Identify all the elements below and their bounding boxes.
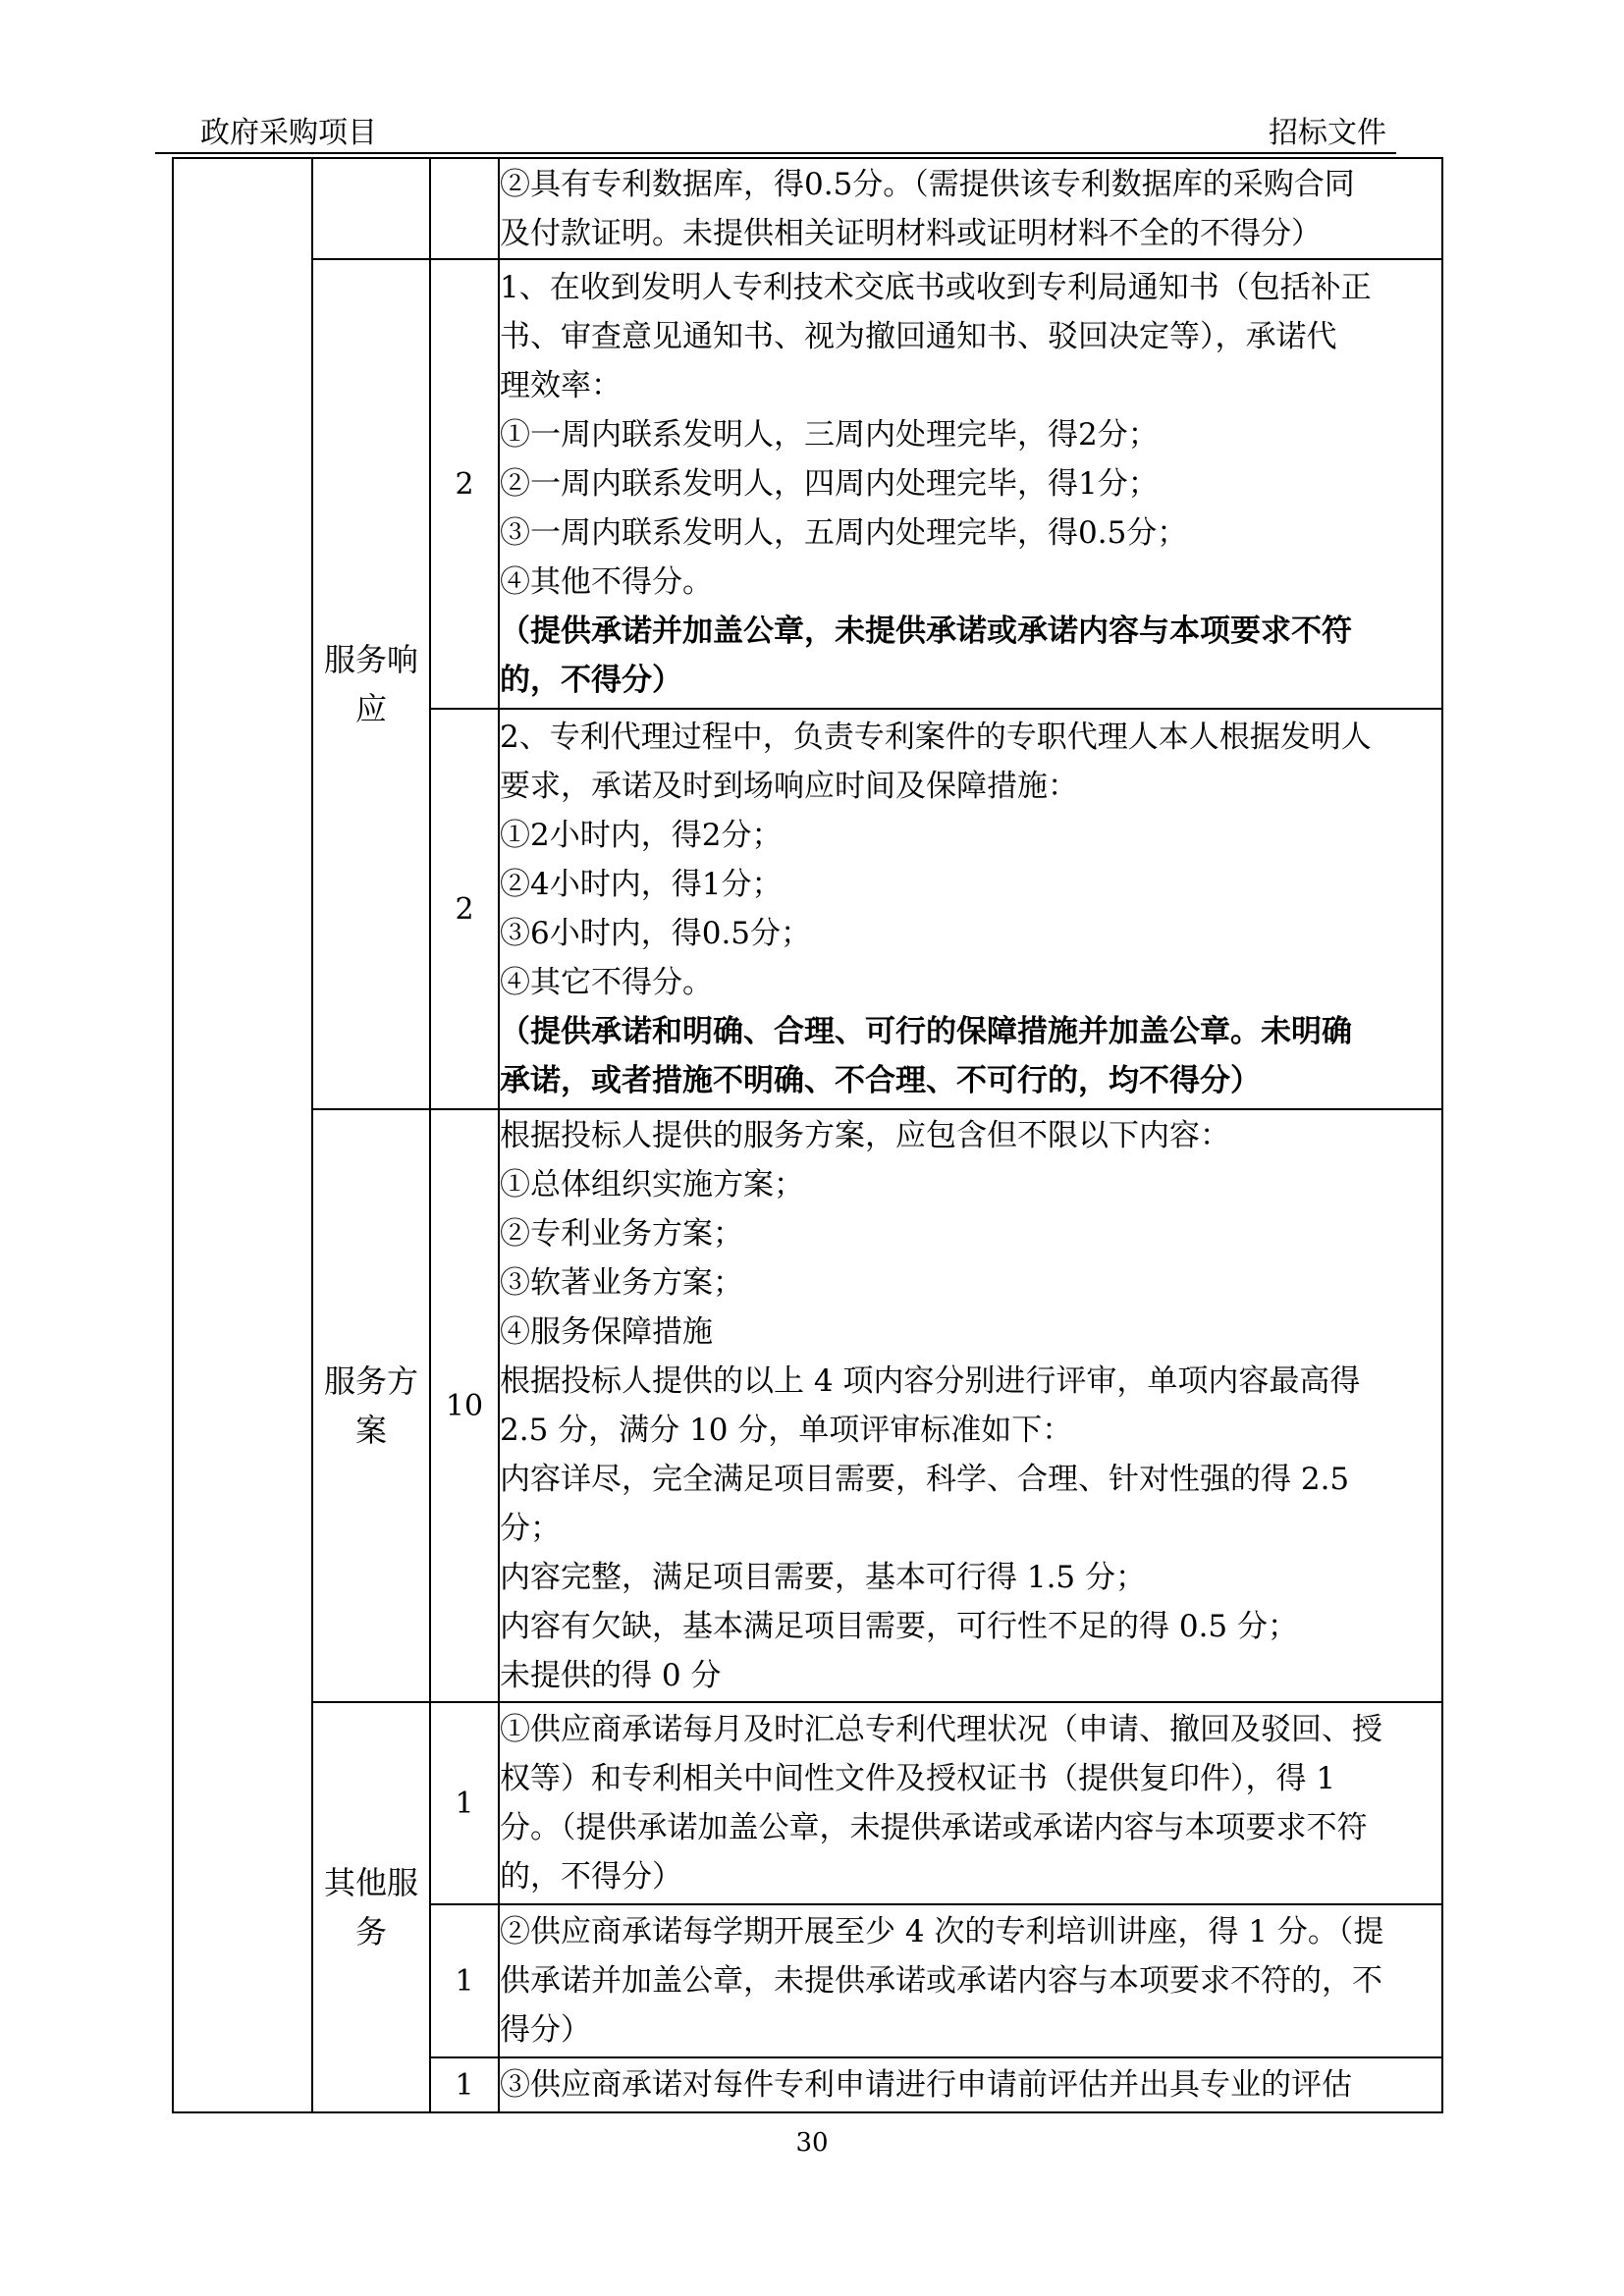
criteria-bold-line: （提供承诺和明确、合理、可行的保障措施并加盖公章。未明确 — [500, 1014, 1352, 1049]
criteria-cell — [499, 259, 1442, 709]
criteria-cell — [499, 1904, 1442, 2057]
criteria-bold-line: 的，不得分） — [500, 663, 682, 698]
points-cell: 1 — [430, 1904, 499, 2057]
points-cell: 1 — [430, 2057, 499, 2112]
points-cell: 2 — [430, 709, 499, 1109]
criteria-cell — [499, 158, 1442, 259]
criteria-line: 未提供的得 0 分 — [500, 1658, 722, 1693]
criteria-line: 及付款证明。未提供相关证明材料或证明材料不全的不得分） — [500, 215, 1322, 251]
header-document-label: 招标文件 — [1269, 116, 1386, 150]
points-cell — [430, 158, 499, 259]
criteria-cell — [499, 1109, 1442, 1702]
criteria-line: ④其它不得分。 — [500, 965, 713, 1000]
table-row — [173, 259, 1442, 709]
criteria-line: 理效率： — [500, 368, 622, 403]
criteria-line: ③供应商承诺对每件专利申请进行申请前评估并出具专业的评估 — [500, 2067, 1352, 2103]
criteria-cell — [499, 1702, 1442, 1904]
criteria-line: 根据投标人提供的服务方案，应包含但不限以下内容： — [500, 1118, 1230, 1153]
criteria-line: ①总体组织实施方案； — [500, 1167, 804, 1202]
criteria-bold-line: 承诺，或者措施不明确、不合理、不可行的，均不得分） — [500, 1063, 1261, 1098]
criteria-line: 内容完整，满足项目需要，基本可行得 1.5 分； — [500, 1560, 1147, 1595]
criteria-line: ①供应商承诺每月及时汇总专利代理状况（申请、撤回及驳回、授 — [500, 1712, 1382, 1747]
category-line: 服务响 — [323, 641, 418, 678]
blank-first-column — [173, 158, 312, 2112]
criteria-line: ①2小时内，得2分； — [500, 818, 783, 853]
category-service-plan — [312, 1109, 430, 1702]
criteria-cell — [499, 2057, 1442, 2112]
criteria-line: 供承诺并加盖公章，未提供承诺或承诺内容与本项要求不符的，不 — [500, 1963, 1382, 1999]
category-service-response — [312, 259, 430, 1109]
criteria-line: 内容详尽，完全满足项目需要，科学、合理、针对性强的得 2.5 — [500, 1462, 1350, 1497]
criteria-line: ③一周内联系发明人，五周内处理完毕，得0.5分； — [500, 515, 1188, 551]
category-cell-empty — [312, 158, 430, 259]
criteria-line: 权等）和专利相关中间性文件及授权证书（提供复印件），得 1 — [500, 1761, 1336, 1796]
criteria-line: 根据投标人提供的以上 4 项内容分别进行评审，单项内容最高得 — [500, 1363, 1361, 1399]
scoring-table — [172, 157, 1443, 2113]
category-line: 应 — [354, 690, 387, 727]
category-line: 服务方 — [323, 1362, 418, 1400]
criteria-line: 2.5 分，满分 10 分，单项评审标准如下： — [500, 1413, 1073, 1448]
criteria-line: 分； — [500, 1511, 561, 1546]
criteria-line: ①一周内联系发明人，三周内处理完毕，得2分； — [500, 417, 1159, 453]
criteria-line: ②4小时内，得1分； — [500, 867, 783, 902]
criteria-line: 得分） — [500, 2012, 591, 2048]
category-line: 案 — [354, 1412, 387, 1449]
table-row — [173, 1109, 1442, 1702]
criteria-line: ③软著业务方案； — [500, 1265, 743, 1301]
criteria-line: ②具有专利数据库，得0.5分。（需提供该专利数据库的采购合同 — [500, 166, 1355, 202]
points-cell: 1 — [430, 1702, 499, 1904]
category-line: 务 — [354, 1913, 387, 1950]
criteria-line: ③6小时内，得0.5分； — [500, 916, 812, 951]
criteria-line: 2、专利代理过程中，负责专利案件的专职代理人本人根据发明人 — [500, 720, 1372, 755]
header-divider — [155, 152, 1396, 154]
criteria-line: 书、审查意见通知书、视为撤回通知书、驳回决定等），承诺代 — [500, 319, 1337, 354]
table-row — [173, 158, 1442, 259]
criteria-line: 1、在收到发明人专利技术交底书或收到专利局通知书（包括补正 — [500, 270, 1372, 305]
criteria-cell — [499, 709, 1442, 1109]
criteria-line: 要求，承诺及时到场响应时间及保障措施： — [500, 769, 1078, 804]
criteria-bold-line: （提供承诺并加盖公章，未提供承诺或承诺内容与本项要求不符 — [500, 614, 1352, 649]
table-row — [173, 1702, 1442, 1904]
criteria-line: ②专利业务方案； — [500, 1216, 743, 1252]
category-line: 其他服 — [323, 1864, 418, 1901]
criteria-line: ②供应商承诺每学期开展至少 4 次的专利培训讲座，得 1 分。（提 — [500, 1914, 1384, 1949]
criteria-line: 分。（提供承诺加盖公章，未提供承诺或承诺内容与本项要求不符 — [500, 1810, 1368, 1845]
points-cell: 10 — [430, 1109, 499, 1702]
header-project-label: 政府采购项目 — [200, 116, 377, 150]
points-cell: 2 — [430, 259, 499, 709]
criteria-line: ②一周内联系发明人，四周内处理完毕，得1分； — [500, 466, 1159, 502]
criteria-line: ④其他不得分。 — [500, 564, 713, 600]
category-other-service — [312, 1702, 430, 2112]
criteria-line: 的，不得分） — [500, 1859, 682, 1895]
page-number: 30 — [795, 2128, 829, 2158]
criteria-line: ④服务保障措施 — [500, 1314, 713, 1350]
criteria-line: 内容有欠缺，基本满足项目需要，可行性不足的得 0.5 分； — [500, 1609, 1299, 1644]
